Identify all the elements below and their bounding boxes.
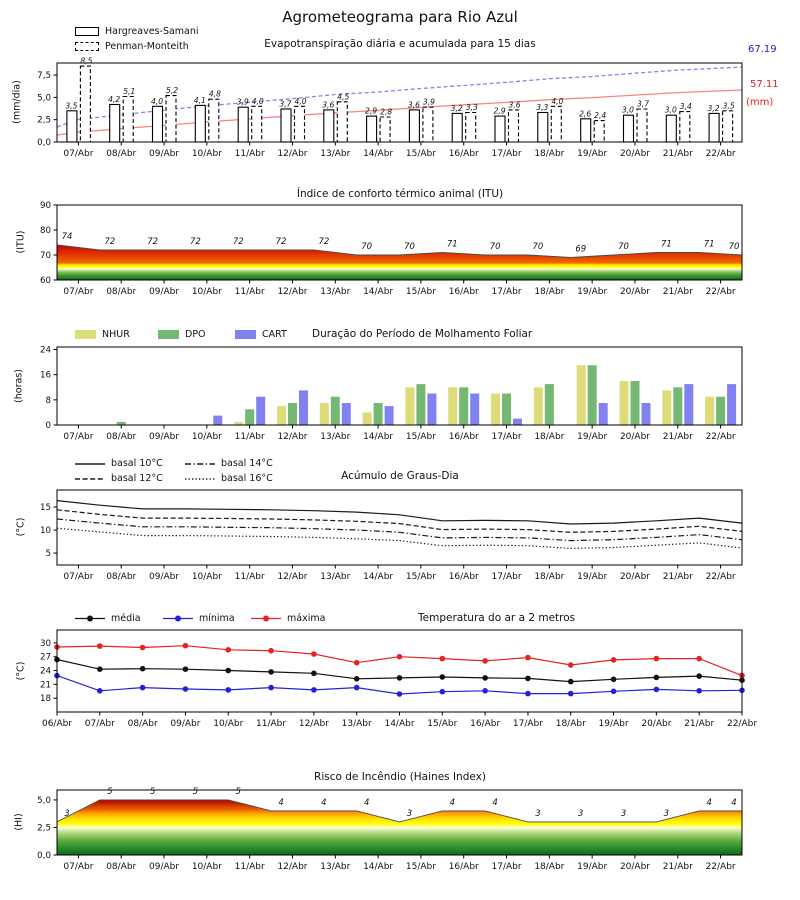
svg-text:3,3: 3,3 [465,103,478,113]
svg-text:3: 3 [406,808,413,819]
legend-label: máxima [287,613,326,624]
svg-text:10/Abr: 10/Abr [191,432,222,442]
svg-text:16/Abr: 16/Abr [470,719,501,729]
svg-text:4: 4 [731,797,737,808]
svg-text:27: 27 [39,652,51,663]
svg-text:69: 69 [575,244,587,255]
accumulated-hargreaves-total: 57.11 [750,79,779,90]
chart-title-temperatura: Temperatura do ar a 2 metros [418,612,576,624]
chart-plot-3 [40,490,742,582]
solid-line-swatch-icon [75,460,105,468]
svg-text:70: 70 [39,251,51,261]
svg-text:12/Abr: 12/Abr [277,862,308,872]
svg-text:3,2: 3,2 [707,103,720,113]
svg-text:13/Abr: 13/Abr [320,432,351,442]
svg-text:08/Abr: 08/Abr [106,432,137,442]
svg-text:4: 4 [706,797,712,808]
svg-text:22/Abr: 22/Abr [726,719,758,729]
svg-text:3: 3 [663,808,670,819]
legend-penman-monteith [75,41,189,52]
svg-text:18/Abr: 18/Abr [534,572,565,582]
legend-label: Penman-Monteith [105,41,189,52]
svg-text:19/Abr: 19/Abr [577,149,608,159]
svg-text:17/Abr: 17/Abr [491,862,522,872]
chart-plot-5 [37,787,742,872]
svg-text:14/Abr: 14/Abr [363,862,394,872]
svg-text:3,3: 3,3 [536,103,549,113]
svg-text:8: 8 [45,395,51,406]
svg-text:15/Abr: 15/Abr [405,149,436,159]
svg-text:5: 5 [107,786,113,797]
legend-label: média [111,613,141,624]
svg-text:22/Abr: 22/Abr [705,572,736,582]
legend-basal-14 [185,458,273,469]
svg-text:3,2: 3,2 [450,103,463,113]
svg-text:3: 3 [64,808,70,819]
svg-text:4,8: 4,8 [208,89,221,99]
svg-text:16/Abr: 16/Abr [448,432,479,442]
chart-title-haines: Risco de Incêndio (Haines Index) [314,771,486,783]
svg-text:0,0: 0,0 [37,138,51,148]
svg-text:13/Abr: 13/Abr [341,719,372,729]
svg-text:4,0: 4,0 [294,96,307,106]
svg-text:17/Abr: 17/Abr [491,432,522,442]
chart-plot-1 [40,201,742,297]
legend-basal-16 [185,473,273,484]
svg-text:22/Abr: 22/Abr [705,432,736,442]
svg-text:15/Abr: 15/Abr [427,719,458,729]
accumulated-penman-total: 67.19 [748,44,777,55]
chart-title-evapotranspiration: Evapotranspiração diária e acumulada para 15 dias [264,38,536,50]
svg-text:14/Abr: 14/Abr [363,572,394,582]
svg-text:3: 3 [535,808,541,819]
svg-text:3,0: 3,0 [664,105,677,115]
legend-label: CART [262,329,287,340]
svg-text:19/Abr: 19/Abr [577,572,608,582]
svg-text:18/Abr: 18/Abr [534,862,565,872]
svg-text:72: 72 [190,237,201,247]
svg-text:11/Abr: 11/Abr [256,719,287,729]
legend-basal-12 [75,473,163,484]
svg-text:17/Abr: 17/Abr [491,149,522,159]
svg-text:3,6: 3,6 [322,100,335,110]
svg-text:4,1: 4,1 [193,95,206,105]
legend-dpo [158,329,206,340]
svg-text:2,4: 2,4 [594,111,607,121]
svg-text:4: 4 [449,797,456,808]
svg-text:21/Abr: 21/Abr [684,719,715,729]
minima-line-swatch-icon [163,614,193,623]
nhur-swatch-icon [75,330,96,339]
svg-text:16: 16 [39,370,51,381]
svg-text:22/Abr: 22/Abr [705,149,736,159]
maxima-line-swatch-icon [251,614,281,623]
svg-text:10/Abr: 10/Abr [191,572,222,582]
svg-text:72: 72 [318,237,330,247]
svg-text:4,5: 4,5 [337,92,350,102]
svg-text:15/Abr: 15/Abr [405,862,436,872]
svg-text:3,6: 3,6 [508,100,521,110]
svg-text:0: 0 [45,421,51,431]
legend-minima [163,613,235,624]
svg-text:3,7: 3,7 [636,99,650,109]
svg-text:3,4: 3,4 [679,102,692,112]
svg-text:71: 71 [446,239,458,250]
svg-text:17/Abr: 17/Abr [491,287,522,297]
svg-text:5: 5 [192,786,199,797]
svg-text:18/Abr: 18/Abr [534,432,565,442]
svg-text:16/Abr: 16/Abr [448,149,479,159]
svg-text:21: 21 [39,680,51,691]
legend-basal-10 [75,458,163,469]
svg-text:3,5: 3,5 [722,101,735,111]
svg-text:5: 5 [45,549,51,560]
svg-text:20/Abr: 20/Abr [619,862,650,872]
svg-text:13/Abr: 13/Abr [320,287,351,297]
svg-text:4: 4 [492,797,498,808]
svg-text:16/Abr: 16/Abr [448,572,479,582]
y-axis-label-celsius-temp: (°C) [15,661,27,681]
svg-text:3,7: 3,7 [279,99,292,109]
svg-text:10/Abr: 10/Abr [191,862,222,872]
svg-text:5,0: 5,0 [37,795,51,806]
svg-text:2,6: 2,6 [579,109,592,119]
svg-text:24: 24 [39,345,51,356]
chart-title-itu: Índice de conforto térmico animal (ITU) [296,188,504,200]
svg-text:07/Abr: 07/Abr [63,287,94,297]
svg-text:5,0: 5,0 [37,93,51,104]
svg-text:4,0: 4,0 [251,96,264,106]
svg-text:12/Abr: 12/Abr [277,432,308,442]
svg-text:72: 72 [104,237,116,247]
svg-text:21/Abr: 21/Abr [662,432,693,442]
y-axis-label-celsius-graus: (°C) [15,517,27,537]
svg-text:0,0: 0,0 [37,851,51,861]
svg-text:71: 71 [660,239,672,250]
svg-text:09/Abr: 09/Abr [149,862,180,872]
svg-text:5,1: 5,1 [123,86,136,96]
svg-text:2,9: 2,9 [365,106,378,116]
svg-text:08/Abr: 08/Abr [106,149,137,159]
y-axis-label-itu: (ITU) [15,230,27,254]
svg-text:72: 72 [275,237,287,247]
svg-text:70: 70 [532,242,544,252]
svg-text:21/Abr: 21/Abr [662,862,693,872]
svg-text:07/Abr: 07/Abr [63,862,94,872]
svg-text:3,5: 3,5 [65,101,78,111]
svg-text:07/Abr: 07/Abr [63,572,94,582]
svg-text:11/Abr: 11/Abr [234,432,265,442]
svg-text:4: 4 [278,797,284,808]
svg-text:09/Abr: 09/Abr [149,149,180,159]
legend-label: NHUR [102,329,130,340]
svg-text:20/Abr: 20/Abr [619,287,650,297]
svg-text:24: 24 [39,666,51,677]
svg-text:09/Abr: 09/Abr [149,287,180,297]
legend-nhur [75,329,130,340]
svg-text:2,5: 2,5 [37,823,51,834]
svg-text:3: 3 [620,808,627,819]
svg-text:06/Abr: 06/Abr [41,719,73,729]
svg-text:80: 80 [39,226,51,236]
svg-text:11/Abr: 11/Abr [234,149,265,159]
svg-text:19/Abr: 19/Abr [577,432,608,442]
legend-cart [235,329,287,340]
chart-plot-0 [37,57,742,159]
svg-text:13/Abr: 13/Abr [320,862,351,872]
svg-text:4: 4 [363,797,370,808]
svg-text:08/Abr: 08/Abr [127,719,158,729]
svg-text:12/Abr: 12/Abr [298,719,329,729]
svg-text:3,9: 3,9 [422,97,435,107]
svg-text:3,9: 3,9 [236,97,249,107]
y-axis-label-horas: (horas) [13,369,25,403]
svg-text:5: 5 [149,786,156,797]
svg-text:10/Abr: 10/Abr [213,719,244,729]
svg-text:09/Abr: 09/Abr [149,432,180,442]
svg-text:7,5: 7,5 [37,71,51,82]
legend-label: basal 10°C [111,458,163,469]
dashdot-line-swatch-icon [185,460,215,468]
svg-text:16/Abr: 16/Abr [448,287,479,297]
dotted-line-swatch-icon [185,475,215,483]
svg-text:90: 90 [39,201,51,211]
svg-text:22/Abr: 22/Abr [705,862,736,872]
svg-text:12/Abr: 12/Abr [277,149,308,159]
svg-text:18: 18 [39,694,51,705]
svg-text:5,2: 5,2 [166,86,179,96]
svg-text:20/Abr: 20/Abr [619,149,650,159]
svg-text:19/Abr: 19/Abr [577,862,608,872]
svg-text:16/Abr: 16/Abr [448,862,479,872]
svg-text:21/Abr: 21/Abr [662,287,693,297]
page-title: Agrometeograma para Rio Azul [282,8,518,26]
svg-text:60: 60 [39,276,51,286]
svg-text:8,5: 8,5 [80,56,93,66]
svg-text:3: 3 [578,808,584,819]
svg-text:74: 74 [61,232,73,242]
svg-text:07/Abr: 07/Abr [84,719,115,729]
svg-text:4,0: 4,0 [150,96,164,106]
svg-text:10/Abr: 10/Abr [191,287,222,297]
svg-text:17/Abr: 17/Abr [512,719,543,729]
svg-text:21/Abr: 21/Abr [662,149,693,159]
svg-text:5: 5 [235,786,241,797]
svg-text:2,9: 2,9 [493,106,506,116]
svg-text:18/Abr: 18/Abr [534,149,565,159]
svg-text:13/Abr: 13/Abr [320,149,351,159]
svg-text:70: 70 [489,242,501,252]
legend-label: basal 16°C [221,473,273,484]
svg-text:20/Abr: 20/Abr [641,719,672,729]
svg-text:14/Abr: 14/Abr [384,719,415,729]
chart-plot-2 [40,346,742,442]
svg-text:4,2: 4,2 [108,95,121,105]
svg-text:07/Abr: 07/Abr [63,432,94,442]
svg-text:09/Abr: 09/Abr [149,572,180,582]
svg-text:18/Abr: 18/Abr [534,287,565,297]
svg-text:70: 70 [404,242,415,252]
svg-text:10/Abr: 10/Abr [191,149,222,159]
svg-text:12/Abr: 12/Abr [277,287,308,297]
svg-text:72: 72 [232,237,244,247]
svg-text:12/Abr: 12/Abr [277,572,308,582]
media-line-swatch-icon [75,614,105,623]
svg-text:70: 70 [618,242,629,252]
svg-text:13/Abr: 13/Abr [320,572,351,582]
svg-text:18/Abr: 18/Abr [555,719,586,729]
svg-text:3,0: 3,0 [621,105,634,115]
legend-maxima [251,613,325,624]
svg-text:21/Abr: 21/Abr [662,572,693,582]
legend-label: basal 14°C [221,458,273,469]
svg-text:14/Abr: 14/Abr [363,287,394,297]
svg-text:22/Abr: 22/Abr [705,287,736,297]
svg-text:3,6: 3,6 [407,100,420,110]
legend-label: basal 12°C [111,473,163,484]
svg-text:20/Abr: 20/Abr [619,572,650,582]
legend-label: DPO [185,329,206,340]
svg-text:71: 71 [703,239,715,250]
svg-text:70: 70 [728,242,740,252]
svg-text:4,0: 4,0 [551,96,564,106]
y-axis-label-mm-dia: (mm/dia) [11,80,23,124]
svg-text:19/Abr: 19/Abr [577,287,608,297]
legend-label: mínima [199,613,235,624]
chart-title-molhamento-foliar: Duração do Período de Molhamento Foliar [312,328,533,340]
svg-text:15/Abr: 15/Abr [405,432,436,442]
svg-text:09/Abr: 09/Abr [170,719,201,729]
svg-text:08/Abr: 08/Abr [106,862,137,872]
svg-text:08/Abr: 08/Abr [106,572,137,582]
svg-text:07/Abr: 07/Abr [63,149,94,159]
svg-text:11/Abr: 11/Abr [234,572,265,582]
svg-text:70: 70 [361,242,373,252]
svg-text:15/Abr: 15/Abr [405,572,436,582]
svg-text:72: 72 [147,237,159,247]
svg-text:2,5: 2,5 [37,115,51,126]
solid-bar-swatch-icon [75,27,99,36]
dashed-bar-swatch-icon [75,42,99,51]
svg-text:15: 15 [39,503,51,514]
svg-text:11/Abr: 11/Abr [234,287,265,297]
svg-text:14/Abr: 14/Abr [363,432,394,442]
svg-text:11/Abr: 11/Abr [234,862,265,872]
svg-text:15/Abr: 15/Abr [405,287,436,297]
svg-text:2,8: 2,8 [380,107,393,117]
svg-text:14/Abr: 14/Abr [363,149,394,159]
dpo-swatch-icon [158,330,179,339]
svg-text:08/Abr: 08/Abr [106,287,137,297]
legend-media [75,613,141,624]
svg-text:19/Abr: 19/Abr [598,719,629,729]
chart-title-graus-dia: Acúmulo de Graus-Dia [341,470,459,482]
svg-text:17/Abr: 17/Abr [491,572,522,582]
dashed-line-swatch-icon [75,475,105,483]
chart-plot-4 [40,630,757,729]
svg-text:10: 10 [39,526,51,537]
legend-label: Hargreaves-Samani [105,26,199,37]
right-axis-unit: (mm) [746,97,774,108]
svg-text:30: 30 [39,638,51,649]
svg-text:4: 4 [321,797,327,808]
y-axis-label-hi: (HI) [13,813,25,831]
svg-text:20/Abr: 20/Abr [619,432,650,442]
legend-hargreaves-samani [75,26,199,37]
cart-swatch-icon [235,330,256,339]
